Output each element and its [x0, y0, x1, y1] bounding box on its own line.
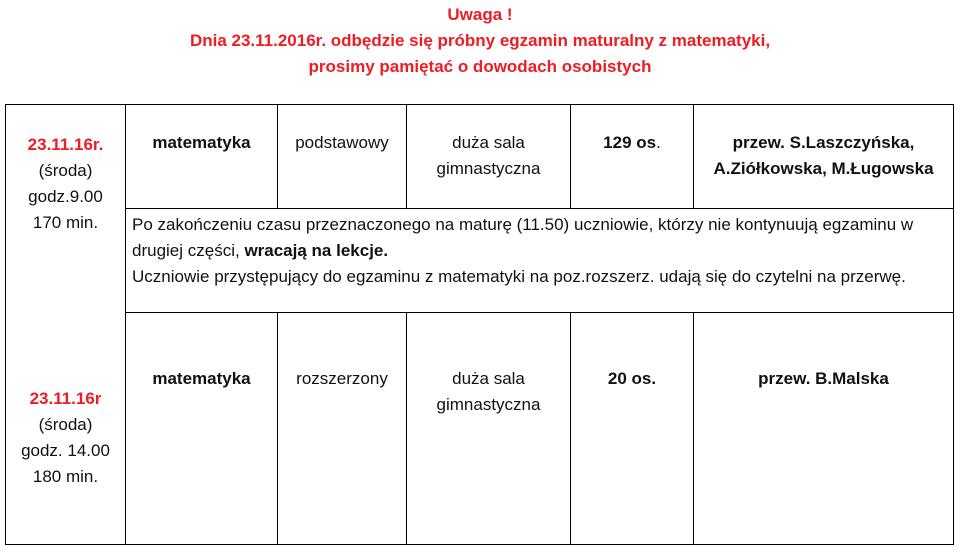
note-text-1-bold: wracają na lekcje. [244, 241, 389, 260]
session2-level: rozszerzony [278, 313, 407, 545]
session1-time: godz.9.00 [28, 187, 103, 206]
note-cell [126, 209, 954, 313]
session2-supervisors: przew. B.Malska [694, 313, 954, 545]
session1-count-dot: . [656, 133, 661, 152]
session1-count-value: 129 os [603, 133, 657, 152]
notice-title: Uwaga ! [447, 5, 513, 24]
session1-duration: 170 min. [32, 213, 99, 232]
note-text-1: Po zakończeniu czasu przeznaczonego na maturę (11.50) uczniowie, którzy nie kontynuują egzaminu w drugiej części, [132, 215, 914, 260]
session2-count: 20 os. [571, 313, 694, 545]
notice-line-id-reminder: prosimy pamiętać o dowodach osobistych [308, 57, 652, 76]
session2-room: duża sala gimnastyczna [407, 313, 571, 545]
session1-day: (środa) [38, 161, 93, 180]
session1-room: duża sala gimnastyczna [407, 105, 571, 209]
session2-date: 23.11.16r [29, 389, 102, 408]
session1-supervisors [694, 105, 954, 209]
table-row [6, 209, 954, 313]
note-text-2: Uczniowie przystępujący do egzaminu z matematyki na poz.rozszerz. udają się do czytelni na przerwę. [132, 267, 906, 286]
notice-line-date: Dnia 23.11.2016r. odbędzie się próbny egzamin maturalny z matematyki, [189, 31, 771, 50]
session1-subject: matematyka [126, 105, 278, 209]
date-cell [6, 105, 126, 545]
exam-schedule-table [5, 104, 954, 545]
session1-count [571, 105, 694, 209]
table-row [6, 313, 954, 545]
session2-time: godz. 14.00 [21, 441, 110, 460]
session1-level: podstawowy [278, 105, 407, 209]
session2-subject: matematyka [126, 313, 278, 545]
session2-duration: 180 min. [32, 467, 99, 486]
session1-supervisors-line1: przew. S.Laszczyńska, [732, 133, 915, 152]
notice-header [0, 0, 960, 80]
session2-day: (środa) [38, 415, 93, 434]
session1-date: 23.11.16r. [27, 135, 104, 154]
table-row [6, 105, 954, 209]
session1-supervisors-line2: A.Ziółkowska, M.Ługowska [713, 159, 934, 178]
